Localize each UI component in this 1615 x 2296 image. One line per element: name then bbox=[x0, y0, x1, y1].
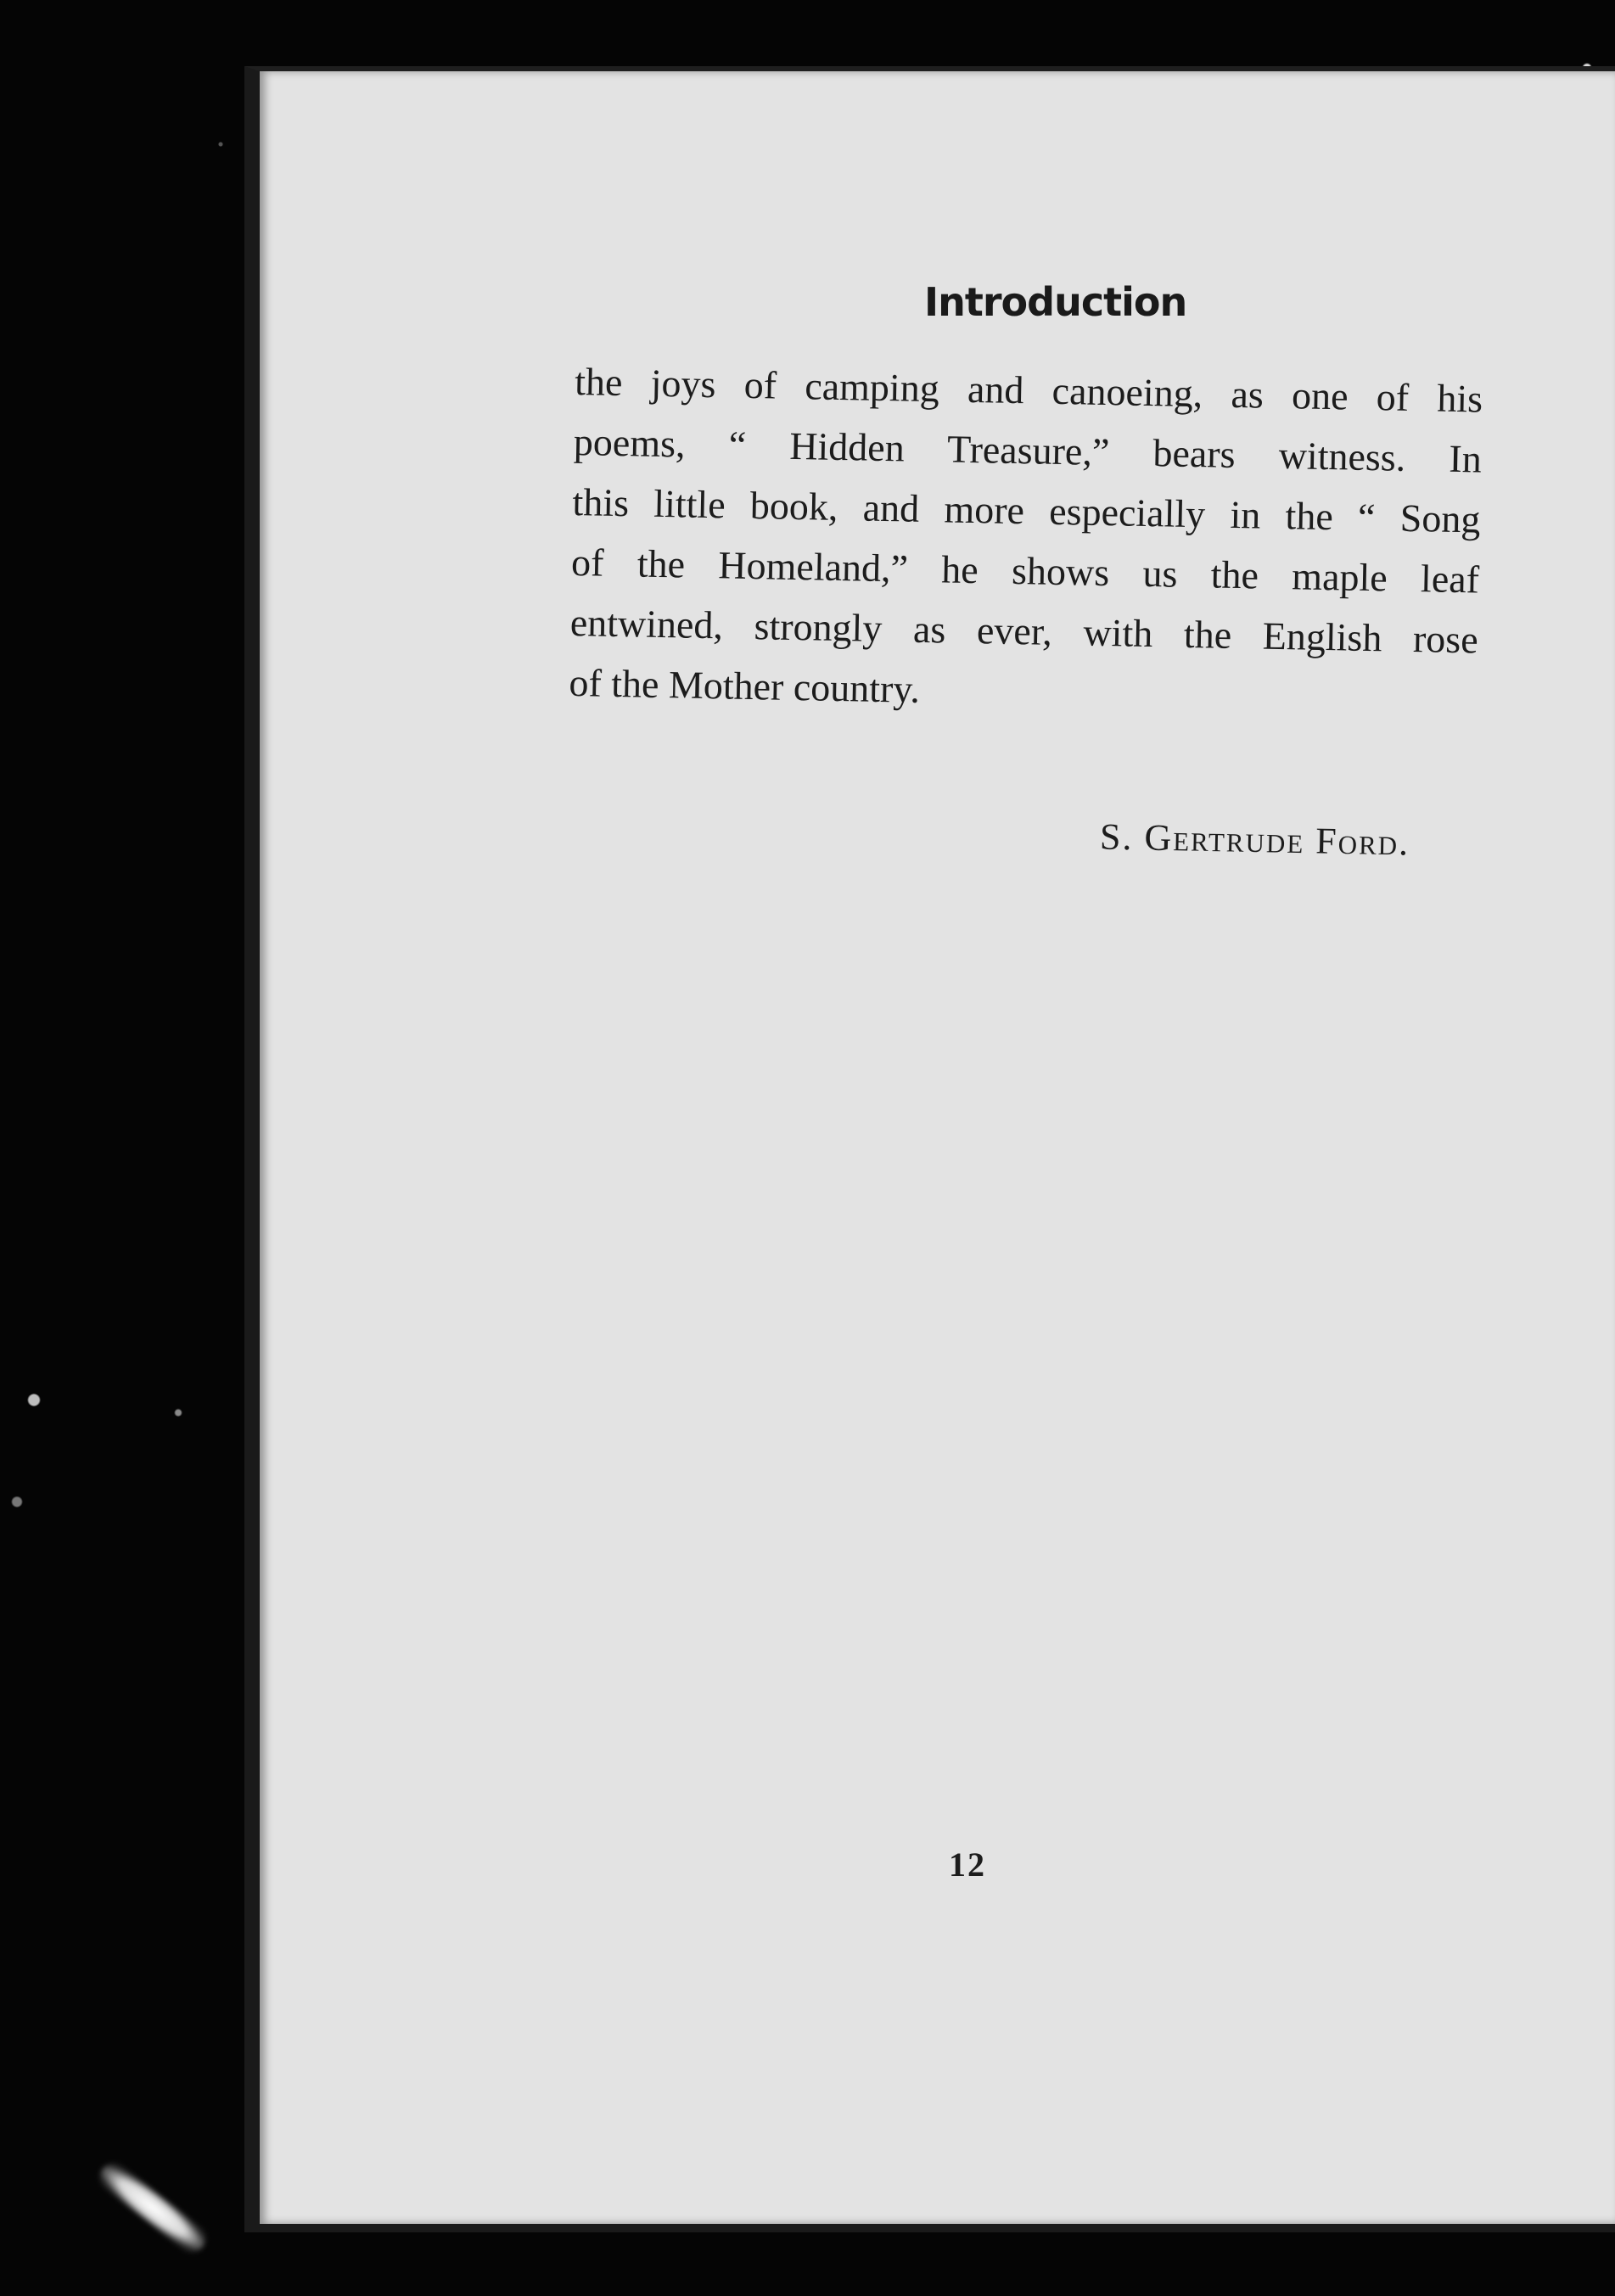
page-number: 12 bbox=[949, 1845, 986, 1884]
body-paragraph bbox=[569, 351, 1483, 730]
body-line: of the Homeland,” he shows us the maple leaf bbox=[570, 540, 1480, 602]
body-line: this little book, and more especially in the “ Song bbox=[572, 479, 1481, 541]
book-page bbox=[244, 66, 1615, 2232]
author-signature: S. Gertrude Ford. bbox=[1099, 815, 1410, 864]
body-line: entwined, strongly as ever, with the English rose bbox=[569, 600, 1479, 662]
body-line: of the Mother country. bbox=[569, 660, 921, 711]
body-line: the joys of camping and canoeing, as one of his bbox=[574, 359, 1483, 421]
body-line: poems, “ Hidden Treasure,” bears witness. In bbox=[573, 419, 1483, 481]
page-heading: Introduction bbox=[924, 279, 1187, 325]
